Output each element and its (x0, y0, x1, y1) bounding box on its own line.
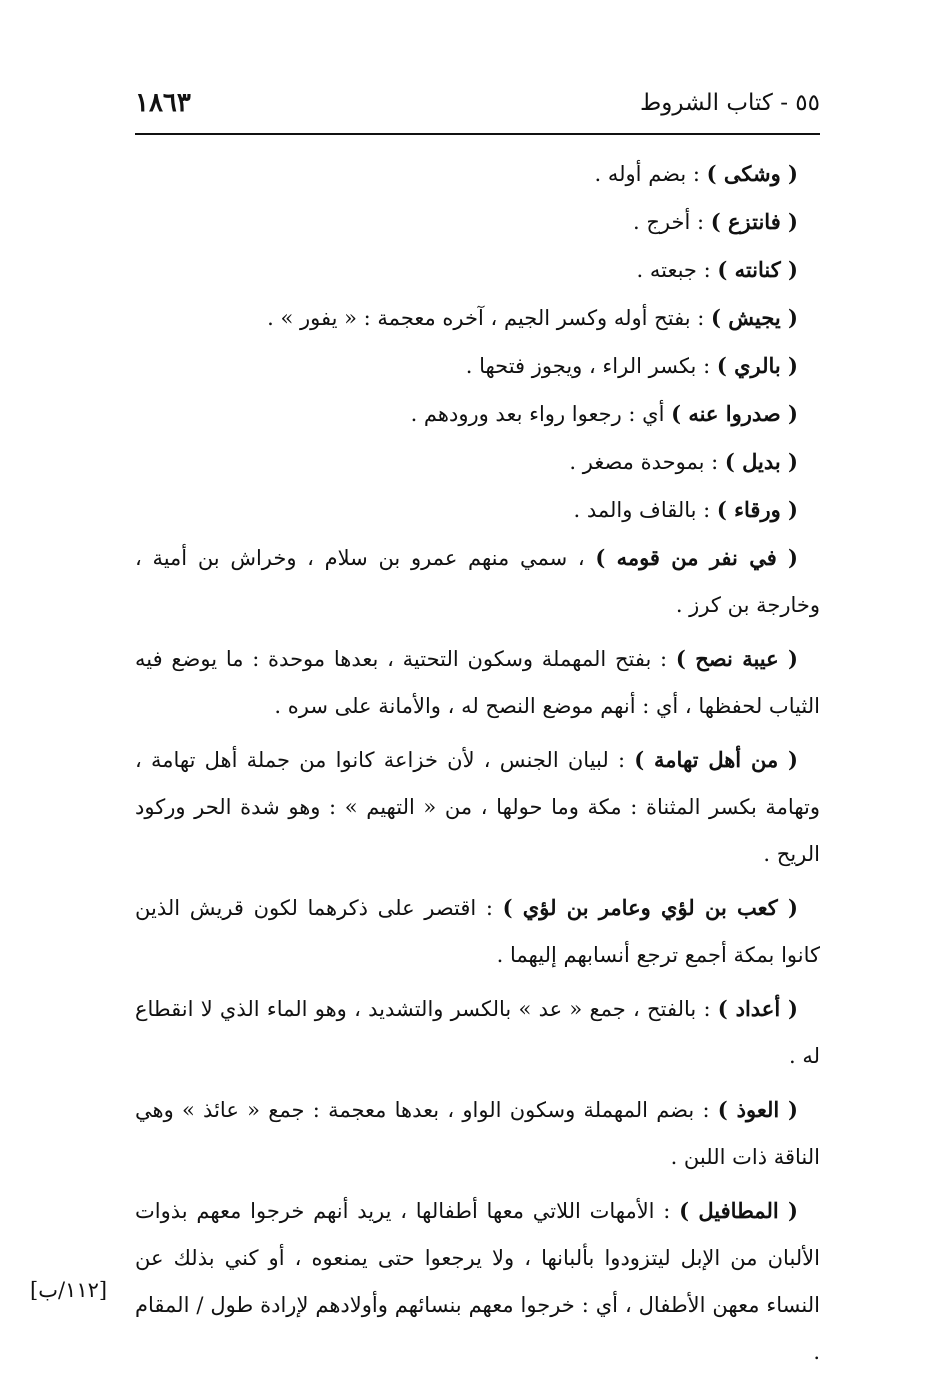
gloss-entry (135, 150, 820, 198)
gloss-term: ( بالري ) (716, 353, 798, 378)
gloss-term: ( فانتزع ) (710, 209, 798, 234)
gloss-term: ( العوذ ) (717, 1097, 798, 1122)
gloss-term: ( وشكى ) (706, 161, 798, 186)
gloss-entry (135, 438, 820, 486)
gloss-text: : بضم المهملة وسكون الواو ، بعدها معجمة : جمع « عائذ » وهي الناقة ذات اللبن . (135, 1098, 820, 1169)
running-title: ٥٥ - كتاب الشروط (640, 90, 820, 116)
gloss-entry (135, 635, 820, 730)
gloss-entry (135, 342, 820, 390)
gloss-entry (135, 736, 820, 878)
gloss-term: ( صدروا عنه ) (671, 401, 798, 426)
gloss-term: ( ورقاء ) (716, 497, 798, 522)
gloss-term: ( بديل ) (724, 449, 798, 474)
gloss-text: : الأمهات اللاتي معها أطفالها ، يريد أنهم خرجوا معهم بذوات الألبان من الإبل ليتزودوا بألبانها ، ولا يرجعوا حتى يمنعوه ، أو كني بذلك عن النساء معهن الأطفال ، أي : خرجوا معهم بنسائهم وأولادهم لإرادة طول / المقام . (135, 1199, 820, 1364)
gloss-entry (135, 294, 820, 342)
gloss-entry (135, 1187, 820, 1376)
gloss-entry (135, 390, 820, 438)
commentary-body (135, 150, 820, 1376)
gloss-text: : بفتح أوله وكسر الجيم ، آخره معجمة : « يفور » . (267, 306, 711, 330)
gloss-entry (135, 985, 820, 1080)
gloss-term: ( يجيش ) (710, 305, 798, 330)
header-divider (135, 133, 820, 135)
gloss-term: ( من أهل تهامة ) (634, 747, 798, 772)
gloss-text: : بالقاف والمد . (573, 498, 717, 522)
gloss-term: ( أعداد ) (717, 996, 798, 1021)
gloss-entry (135, 246, 820, 294)
gloss-text: : أخرج . (633, 210, 711, 234)
gloss-text: : بالفتح ، جمع « عد » بالكسر والتشديد ، وهو الماء الذي لا انقطاع له . (135, 997, 820, 1068)
gloss-term: ( عيبة نصح ) (675, 646, 798, 671)
gloss-text: : بفتح المهملة وسكون التحتية ، بعدها موحدة : ما يوضع فيه الثياب لحفظها ، أي : أنهم موضع النصح له ، والأمانة على سره . (135, 647, 820, 718)
gloss-text: : بموحدة مصغر . (569, 450, 725, 474)
page-header (135, 88, 820, 128)
manuscript-folio-reference: [١١٢/ب] (30, 1278, 108, 1302)
gloss-term: ( المطافيل ) (679, 1198, 798, 1223)
gloss-entry (135, 486, 820, 534)
gloss-term: ( في نفر من قومه ) (595, 545, 798, 570)
gloss-text: : لبيان الجنس ، لأن خزاعة كانوا من جملة أهل تهامة ، وتهامة بكسر المثناة : مكة وما حولها ، من « التهيم » : وهو شدة الحر وركود الريح . (135, 748, 820, 866)
gloss-entry (135, 534, 820, 629)
gloss-text: : اقتصر على ذكرهما لكون قريش الذين كانوا بمكة أجمع ترجع أنسابهم إليهما . (135, 896, 820, 967)
gloss-entry (135, 1086, 820, 1181)
gloss-term: ( كنانته ) (717, 257, 798, 282)
gloss-text: أي : رجعوا رواء بعد ورودهم . (410, 402, 672, 426)
gloss-term: ( كعب بن لؤي وعامر بن لؤي ) (502, 895, 798, 920)
gloss-entry (135, 884, 820, 979)
gloss-entry (135, 198, 820, 246)
gloss-text: ، سمي منهم عمرو بن سلام ، وخراش بن أمية ، وخارجة بن كرز . (135, 546, 820, 617)
page-number: ١٨٦٣ (135, 88, 191, 118)
gloss-text: : جبعته . (636, 258, 718, 282)
gloss-text: : بكسر الراء ، ويجوز فتحها . (465, 354, 717, 378)
gloss-text: : بضم أوله . (594, 162, 707, 186)
